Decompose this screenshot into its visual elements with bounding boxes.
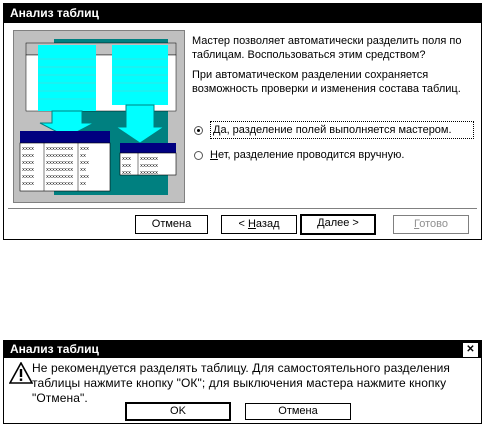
svg-text:xxx: xxx [80,146,90,152]
wizard-description: Мастер позволяет автоматически разделить поля по таблицам. Воспользоваться этим средством? [192,35,462,61]
wizard-title: Анализ таблиц [10,6,99,20]
table-analyzer-wizard [3,3,482,240]
msgbox-message: Не рекомендуется разделять таблицу. Для самостоятельного разделения таблицы нажмите кнопку "ОК"; для выключения мастера нажмите кнопку "Отмена". [32,361,451,405]
wizard-title-bar [4,4,481,23]
svg-text:xxxx: xxxx [22,167,35,173]
wizard-description-2: При автоматическом разделении сохраняется возможность проверки и изменения состава таблиц. [192,69,461,95]
svg-text:xxxx: xxxx [22,153,35,159]
msgbox-title-bar [4,341,481,358]
svg-text:xxxxxxxxx: xxxxxxxxx [46,146,74,152]
svg-text:xxx: xxx [80,174,90,180]
option-yes-radio[interactable] [194,126,203,135]
svg-text:xx: xx [80,153,87,159]
svg-text:xxxxxxxxx: xxxxxxxxx [46,174,74,180]
svg-text:xx: xx [80,181,87,187]
svg-text:xxxx: xxxx [22,181,35,187]
wizard-separator [8,208,477,209]
option-no-label[interactable]: Нет, разделение проводится вручную. [210,149,405,161]
close-icon[interactable]: ✕ [463,343,478,357]
svg-text:xxx: xxx [122,170,132,176]
finish-button[interactable]: Готово [393,215,469,234]
msgbox-cancel-button[interactable]: Отмена [245,403,351,420]
warning-icon [9,362,33,384]
svg-text:xxxxxxxxx: xxxxxxxxx [46,167,74,173]
cancel-button[interactable]: Отмена [135,215,208,234]
svg-text:xxxxxxxxx: xxxxxxxxx [46,153,74,159]
next-button[interactable]: Далее > [300,214,376,235]
svg-text:xxxxxx: xxxxxx [140,156,159,162]
option-yes-label[interactable]: Да, разделение полей выполняется мастером. [210,121,474,139]
svg-text:xxxx: xxxx [22,146,35,152]
option-yes-row[interactable] [194,122,474,138]
svg-text:xxxx: xxxx [22,174,35,180]
svg-text:xxxxxxxxx: xxxxxxxxx [46,181,74,187]
svg-text:xxxxxx: xxxxxx [140,163,159,169]
svg-text:xxx: xxx [80,160,90,166]
ok-button[interactable]: OK [125,402,231,421]
table-analyzer-messagebox [3,340,482,424]
option-no-row[interactable] [194,147,404,163]
wizard-illustration [13,30,185,203]
svg-text:xxxxxx: xxxxxx [140,170,159,176]
svg-text:xxxxxxxxx: xxxxxxxxx [46,160,74,166]
svg-text:xxx: xxx [122,156,132,162]
svg-text:xxx: xxx [122,163,132,169]
msgbox-title: Анализ таблиц [10,342,99,356]
svg-text:xx: xx [80,167,87,173]
option-no-radio[interactable] [194,151,203,160]
back-button[interactable]: < Назад [221,215,297,234]
svg-text:xxxx: xxxx [22,160,35,166]
table-split-illustration [14,31,184,202]
